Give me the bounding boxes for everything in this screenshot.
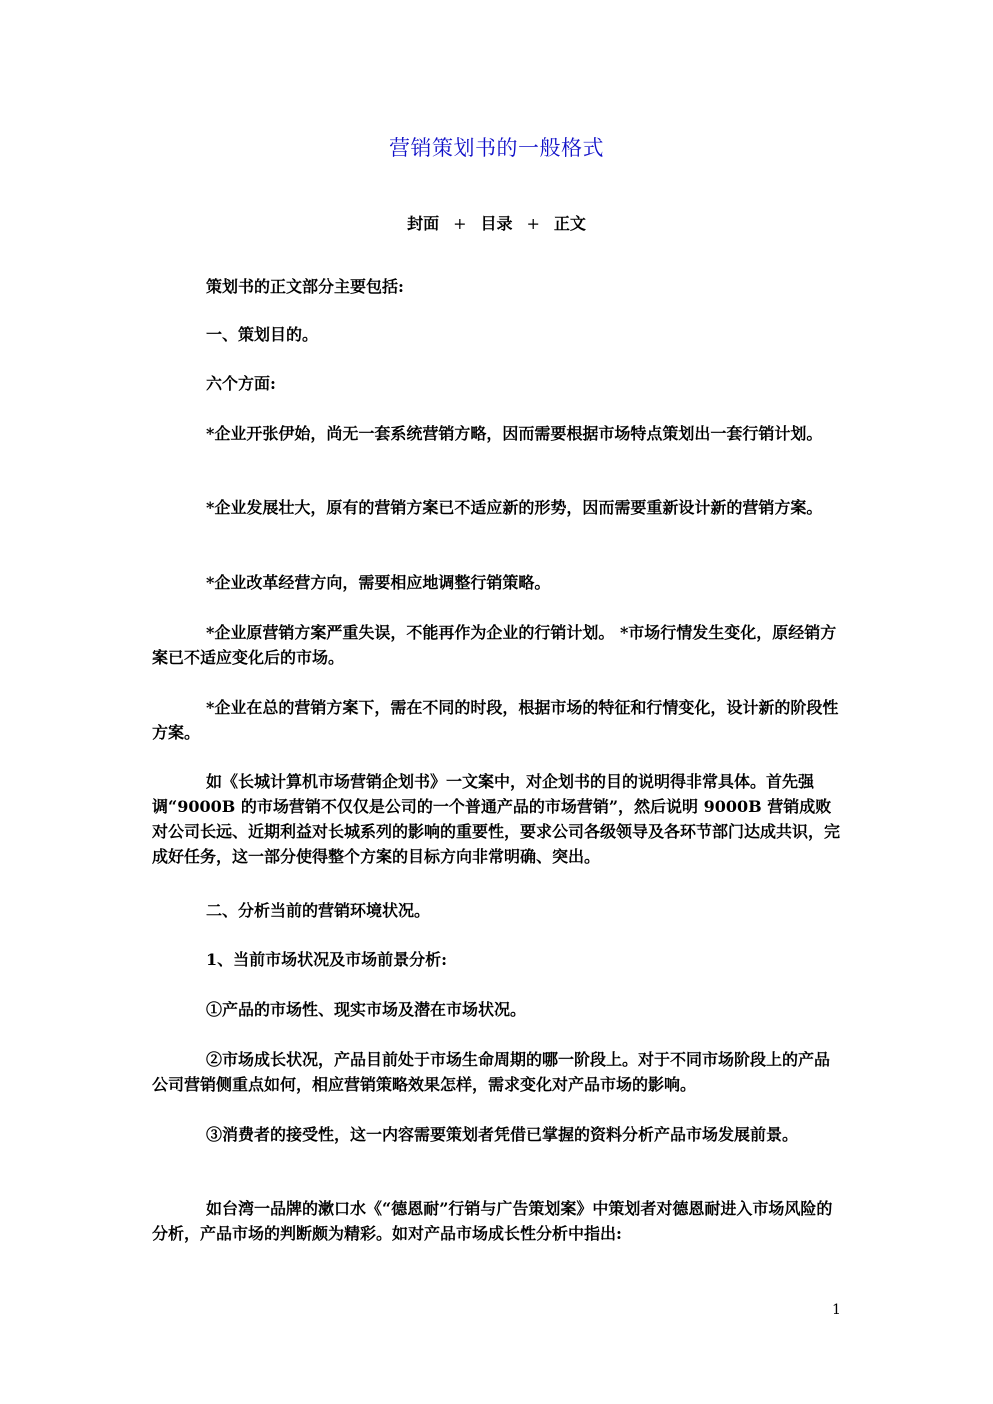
document-title: 营销策划书的一般格式 <box>389 136 604 160</box>
paragraph-six-aspects: 六个方面: <box>206 374 276 393</box>
document-structure-line <box>0 211 993 234</box>
list-item-circled-3: ③消费者的接受性，这一内容需要策划者凭借已掌握的资料分析产品市场发展前景。 <box>206 1125 799 1144</box>
bullet-item-2: *企业发展壮大，原有的营销方案已不适应新的形势，因而需要重新设计新的营销方案。 <box>206 498 823 517</box>
bullet-item-5: *企业在总的营销方案下，需在不同的时段，根据市场的特征和行情变化，设计新的阶段性方案。 <box>152 698 839 742</box>
structure-body: 正文 <box>553 214 586 233</box>
list-item-circled-1: ①产品的市场性、现实市场及潜在市场状况。 <box>206 1000 527 1019</box>
structure-plus-2: + <box>526 214 540 233</box>
list-item-circled-2: ②市场成长状况，产品目前处于市场生命周期的哪一阶段上。对于不同市场阶段上的产品公司营销侧重点如何，相应营销策略效果怎样，需求变化对产品市场的影响。 <box>152 1050 831 1094</box>
bullet-item-1: *企业开张伊始，尚无一套系统营销方略，因而需要根据市场特点策划出一套行销计划。 <box>206 424 823 443</box>
structure-plus-1: + <box>453 214 467 233</box>
heading-subsection-1: 1、当前市场状况及市场前景分析: <box>206 950 448 969</box>
bullet-item-3: *企业改革经营方向，需要相应地调整行销策略。 <box>206 573 551 592</box>
paragraph-intro: 策划书的正文部分主要包括: <box>206 277 404 296</box>
structure-toc: 目录 <box>480 214 513 233</box>
heading-section-2: 二、分析当前的营销环境状况。 <box>206 901 431 920</box>
paragraph-example-taiwan: 如台湾一品牌的漱口水《“德恩耐”行销与广告策划案》中策划者对德恩耐进入市场风险的分析，产品市场的判断颇为精彩。如对产品市场成长性分析中指出: <box>152 1199 833 1243</box>
page-number: 1 <box>832 1302 841 1318</box>
structure-cover: 封面 <box>407 214 440 233</box>
heading-section-1: 一、策划目的。 <box>206 325 319 344</box>
bullet-item-4: *企业原营销方案严重失误，不能再作为企业的行销计划。 *市场行情发生变化，原经销方案已不适应变化后的市场。 <box>152 623 837 667</box>
paragraph-example-greatwall: 如《长城计算机市场营销企划书》一文案中，对企划书的目的说明得非常具体。首先强调“9000B 的市场营销不仅仅是公司的一个普通产品的市场营销”，然后说明 9000B 营销成败对公司长远、近期利益对长城系列的影响的重要性，要求公司各级领导及各环节部门达成共识，完成好任务，这一部分使得整个方案的目标方向非常明确、突出。 <box>152 772 841 866</box>
